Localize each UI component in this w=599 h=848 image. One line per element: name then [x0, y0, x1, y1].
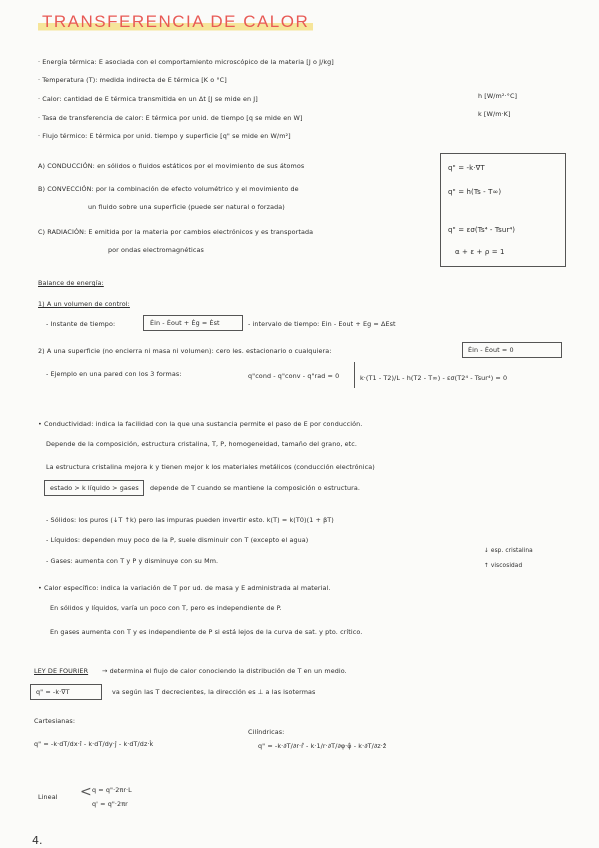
fourier-lineal-label: Lineal — [38, 793, 58, 801]
fourier-formula: q" = -k·∇T — [36, 688, 70, 696]
page-title: TRANSFERENCIA DE CALOR — [38, 12, 313, 32]
unit-k: k [W/m·K] — [478, 110, 511, 118]
lineal-bracket-icon: < — [80, 784, 92, 800]
cp-def: • Calor específico: indica la variación de T por ud. de masa y E administrada al material. — [38, 584, 331, 592]
page-number: 4. — [32, 834, 43, 847]
cond-solidos: - Sólidos: los puros (↓T ↑k) pero las impuras pueden invertir esto. k(T) = k(T0)(1 + βT) — [46, 516, 334, 524]
cond-depende-t: depende de T cuando se mantiene la composición o estructura. — [150, 484, 360, 492]
cond-def: • Conductividad: indica la facilidad con la que una sustancia permite el paso de E por conducción. — [38, 420, 363, 428]
fourier-cart-formula: q" = -k·dT/dx·î - k·dT/dy·ĵ - k·dT/dz·k̂ — [34, 740, 154, 748]
balance-instante-label: - Instante de tiempo: — [46, 320, 116, 328]
balance-ejemplo-expanded: k·(T1 - T2)/L - h(T2 - T∞) - εσ(T2⁴ - Tsur⁴) = 0 — [360, 374, 508, 382]
fourier-text: → determina el flujo de calor conociendo la distribución de T en un medio. — [102, 667, 347, 675]
cond-order: estado > k líquido > gases — [50, 484, 139, 492]
side-note-cristalina: ↓ esp. cristalina — [484, 548, 533, 554]
cond-estructura: La estructura cristalina mejora k y tienen mejor k los materiales metálicos (conducción electrónica) — [46, 463, 375, 471]
fourier-lineal-a: q = q"·2πr·L — [92, 786, 132, 794]
cond-gases: - Gases: aumenta con T y P y disminuye con su Mm. — [46, 557, 219, 565]
mode-conveccion-cont: un fluido sobre una superficie (puede ser natural o forzada) — [88, 203, 285, 211]
side-note-viscosidad: ↑ viscosidad — [484, 563, 523, 569]
def-energia-termica: · Energía térmica: E asociada con el comportamiento microscópico de la materia [J o J/kg] — [38, 58, 334, 66]
balance-heading: Balance de energía: — [38, 279, 104, 287]
balance-instante-eq: Ėin - Ėout + Ėg = Ėst — [150, 319, 220, 327]
formula-radiacion: q" = εσ(Ts⁴ - Tsur⁴) — [448, 226, 516, 234]
fourier-lineal-b: q' = q"·2πr — [92, 800, 128, 808]
def-calor: · Calor: cantidad de E térmica transmitida en un Δt [J se mide en J] — [38, 95, 258, 103]
balance-intervalo: - intervalo de tiempo: Ein - Eout + Eg = ΔEst — [248, 320, 396, 328]
cp-gases: En gases aumenta con T y es independiente de P si está lejos de la curva de sat. y pto. crítico. — [50, 628, 363, 636]
balance-ejemplo: - Ejemplo en una pared con los 3 formas: — [46, 370, 182, 378]
cp-solidos: En sólidos y líquidos, varía un poco con T, pero es independiente de P. — [50, 604, 282, 612]
cond-liquidos: - Líquidos: dependen muy poco de la P, suele disminuir con T (excepto el agua) — [46, 536, 309, 544]
fourier-cart-label: Cartesianas: — [34, 717, 76, 725]
def-temperatura: · Temperatura (T): medida indirecta de E térmica [K o °C] — [38, 76, 227, 84]
brace-bar — [354, 362, 358, 388]
formula-alpha-eps-rho: α + ε + ρ = 1 — [455, 248, 505, 256]
formula-conveccion: q" = h(Ts - T∞) — [448, 188, 502, 196]
mode-conduccion: A) CONDUCCIÓN: en sólidos o fluidos estáticos por el movimiento de sus átomos — [38, 162, 305, 170]
fourier-cyl-label: Cilíndricas: — [248, 728, 285, 736]
mode-radiacion-cont: por ondas electromagnéticas — [108, 246, 204, 254]
fourier-note: va según las T decrecientes, la dirección es ⊥ a las isotermas — [112, 688, 316, 696]
mode-radiacion: C) RADIACIÓN: E emitida por la materia por cambios electrónicos y es transportada — [38, 228, 314, 236]
cond-depende: Depende de la composición, estructura cristalina, T, P, homogeneidad, tamaño del grano, etc. — [46, 440, 357, 448]
fourier-heading: LEY DE FOURIER — [34, 667, 89, 675]
formula-conduccion: q" = -k·∇T — [448, 164, 485, 172]
unit-h: h [W/m²·°C] — [478, 92, 518, 100]
balance-ejemplo-eq: q"cond - q"conv - q"rad = 0 — [248, 372, 340, 380]
mode-conveccion: B) CONVECCIÓN: por la combinación de efecto volumétrico y el movimiento de — [38, 185, 299, 193]
def-tasa-calor: · Tasa de transferencia de calor: E térmica por unid. de tiempo [q se mide en W] — [38, 114, 303, 122]
balance-superficie-eq: Ėin - Ėout = 0 — [468, 346, 514, 354]
def-flujo-termico: · Flujo térmico: E térmica por unid. tiempo y superficie [q" se mide en W/m²] — [38, 132, 291, 140]
balance-superficie: 2) A una superficie (no encierra ni masa ni volumen): cero les. estacionario o cualquiera: — [38, 347, 332, 355]
balance-volumen: 1) A un volumen de control: — [38, 300, 130, 308]
fourier-cyl-formula: q" = -k·∂T/∂r·r̂ - k·1/r·∂T/∂φ·φ̂ - k·∂T/∂z·ẑ — [258, 742, 387, 750]
